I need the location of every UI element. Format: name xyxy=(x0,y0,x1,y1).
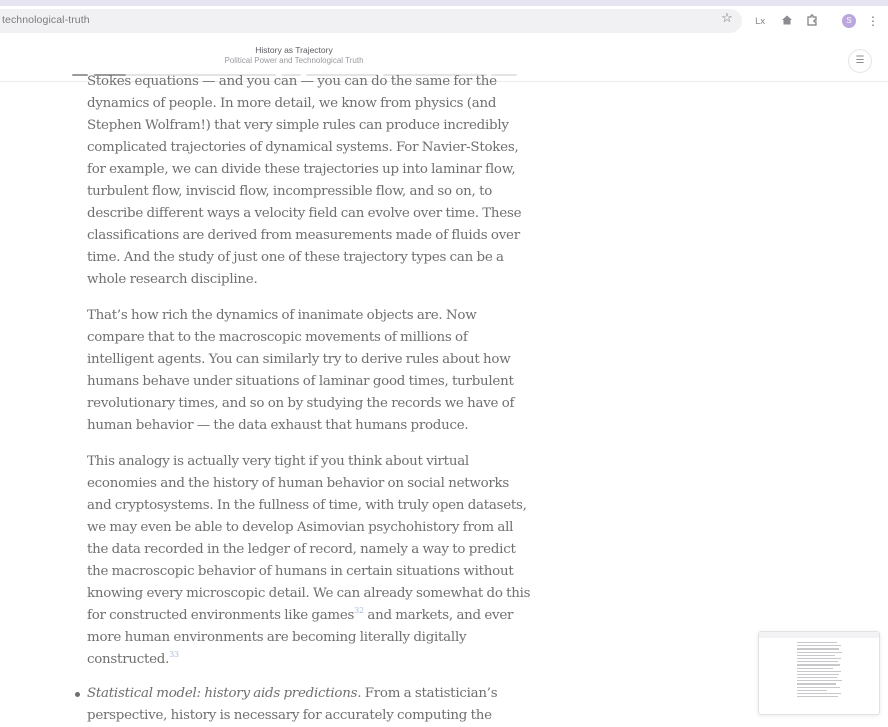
paragraph-text: and markets, and ever more human environments are becoming literally digitally constructed. xyxy=(87,608,514,667)
svg-text:Lx: Lx xyxy=(755,17,766,27)
paragraph-fragment: Stokes equations — and you can — you can do the same for the xyxy=(87,74,497,89)
address-bar-url[interactable]: technological-truth xyxy=(2,14,90,26)
paragraph xyxy=(87,451,532,671)
bullet-heading: Statistical model: history aids predictions xyxy=(87,686,358,701)
home-extension-icon[interactable] xyxy=(780,14,794,28)
profile-avatar[interactable]: S xyxy=(842,14,856,28)
document-title: History as Trajectory xyxy=(255,45,333,55)
bullet-dot xyxy=(75,692,80,697)
paragraph: dynamics of people. In more detail, we know from physics (and Stephen Wolfram!) that very simple rules can produce incredibly complicated trajectories of dynamical systems. For Navier-Stokes, for example, we can divide these trajectories up into laminar flow, turbulent flow, inviscid flow, incompressible flow, and so on, to describe different ways a velocity field can evolve over time. These classifications are derived from measurements made of fluids over time. And the study of just one of these trajectory types can be a whole research discipline. xyxy=(87,96,522,287)
paragraph-text: This analogy is actually very tight if you think about virtual economies and the history of human behavior on social networks and cryptosystems. In the fullness of time, with truly open datasets, we may even be able to develop Asimovian psychohistory from all the data recorded in the ledger of record, namely a way to predict the macroscopic behavior of humans in certain situations without knowing every microscopic detail. We can already somewhat do this for constructed environments like games xyxy=(87,454,531,623)
footnote-link[interactable]: 33 xyxy=(169,650,179,659)
bullet-text: . From a statistician’s xyxy=(357,686,498,701)
address-bar[interactable] xyxy=(0,9,742,33)
browser-toolbar xyxy=(0,6,888,36)
article-body xyxy=(0,74,888,723)
thumbnail-text-column xyxy=(797,642,843,699)
page-thumbnail-preview[interactable] xyxy=(758,631,880,715)
progress-segment[interactable] xyxy=(72,74,88,76)
bookmark-star-icon[interactable]: ☆ xyxy=(721,10,733,25)
table-of-contents-icon[interactable]: ☰ xyxy=(848,49,872,73)
translate-extension-icon[interactable] xyxy=(754,14,768,28)
browser-menu-icon[interactable]: ⋮ xyxy=(867,14,879,28)
document-subtitle: Political Power and Technological Truth xyxy=(224,56,364,65)
bullet-text: perspective, history is necessary for accurately computing the xyxy=(87,708,492,723)
thumbnail-toolbar xyxy=(759,632,879,638)
bullet-item xyxy=(87,683,532,727)
puzzle-extensions-icon[interactable] xyxy=(805,14,819,28)
footnote-link[interactable]: 32 xyxy=(354,606,364,615)
paragraph: That’s how rich the dynamics of inanimate objects are. Now compare that to the macroscopic movements of millions of intelligent agents. You can similarly try to derive rules about how humans behave under situations of laminar good times, turbulent revolutionary times, and so on by studying the records we have of human behavior — the data exhaust that humans produce. xyxy=(87,308,515,433)
